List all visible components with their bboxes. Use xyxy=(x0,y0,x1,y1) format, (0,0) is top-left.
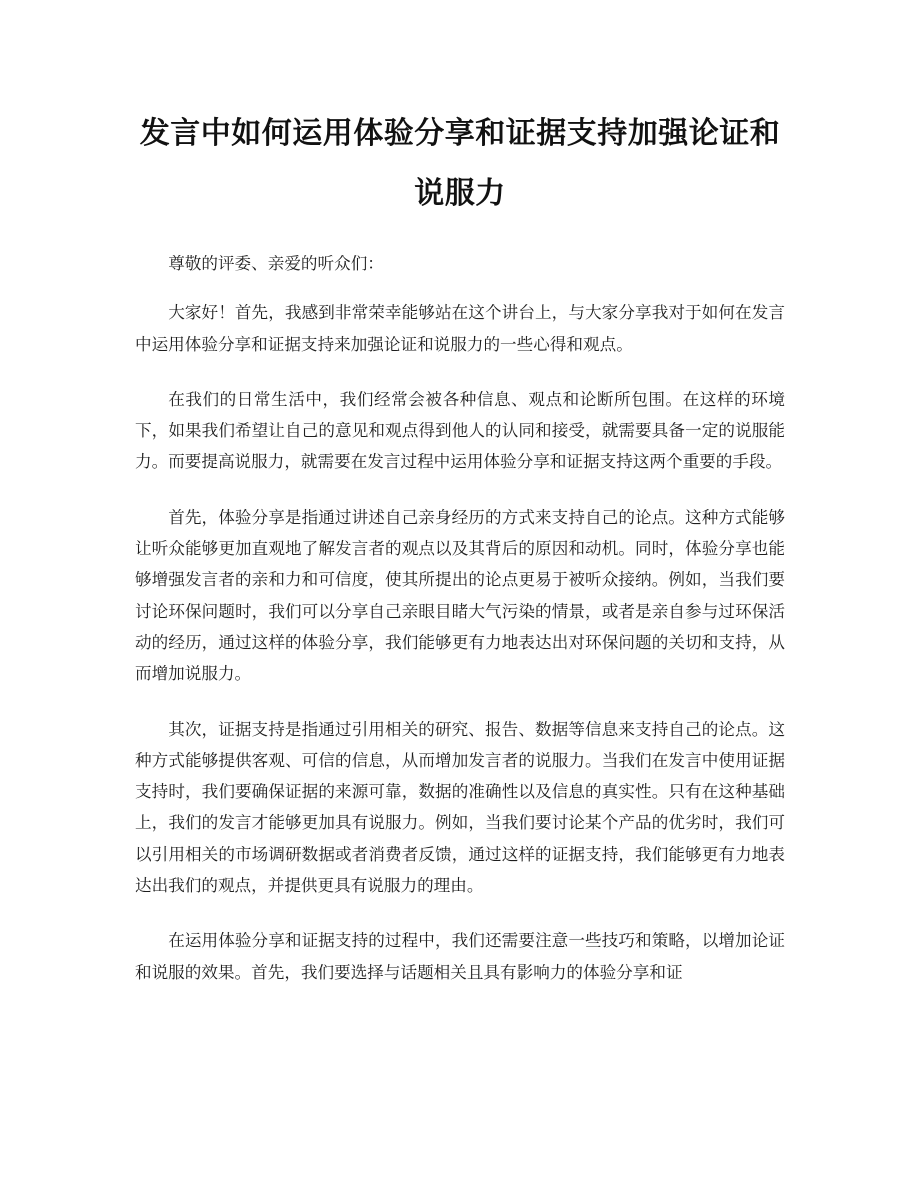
paragraph-evidence-support: 其次，证据支持是指通过引用相关的研究、报告、数据等信息来支持自己的论点。这种方式能够提供客观、可信的信息，从而增加发言者的说服力。当我们在发言中使用证据支持时，我们要确保证据的来源可靠，数据的准确性以及信息的真实性。只有在这种基础上，我们的发言才能够更加具有说服力。例如，当我们要讨论某个产品的优劣时，我们可以引用相关的市场调研数据或者消费者反馈，通过这样的证据支持，我们能够更有力地表达出我们的观点，并提供更具有说服力的理由。 xyxy=(135,719,785,896)
paragraph-experience-sharing: 首先，体验分享是指通过讲述自己亲身经历的方式来支持自己的论点。这种方式能够让听众能够更加直观地了解发言者的观点以及其背后的原因和动机。同时，体验分享也能够增强发言者的亲和力和可信度，使其所提出的论点更易于被听众接纳。例如，当我们要讨论环保问题时，我们可以分享自己亲眼目睹大气污染的情景，或者是亲自参与过环保活动的经历，通过这样的体验分享，我们能够更有力地表达出对环保问题的关切和支持，从而增加说服力。 xyxy=(135,507,785,684)
paragraph-opening: 大家好！首先，我感到非常荣幸能够站在这个讲台上，与大家分享我对于如何在发言中运用体验分享和证据支持来加强论证和说服力的一些心得和观点。 xyxy=(135,303,785,354)
paragraph-context: 在我们的日常生活中，我们经常会被各种信息、观点和论断所包围。在这样的环境下，如果我们希望让自己的意见和观点得到他人的认同和接受，就需要具备一定的说服能力。而要提高说服力，就需要在发言过程中运用体验分享和证据支持这两个重要的手段。 xyxy=(135,389,785,472)
document-title: 发言中如何运用体验分享和证据支持加强论证和说服力 xyxy=(139,116,781,211)
paragraph-techniques: 在运用体验分享和证据支持的过程中，我们还需要注意一些技巧和策略，以增加论证和说服的效果。首先，我们要选择与话题相关且具有影响力的体验分享和证 xyxy=(135,931,785,982)
salutation: 尊敬的评委、亲爱的听众们： xyxy=(168,254,384,273)
document-body xyxy=(135,248,785,1012)
